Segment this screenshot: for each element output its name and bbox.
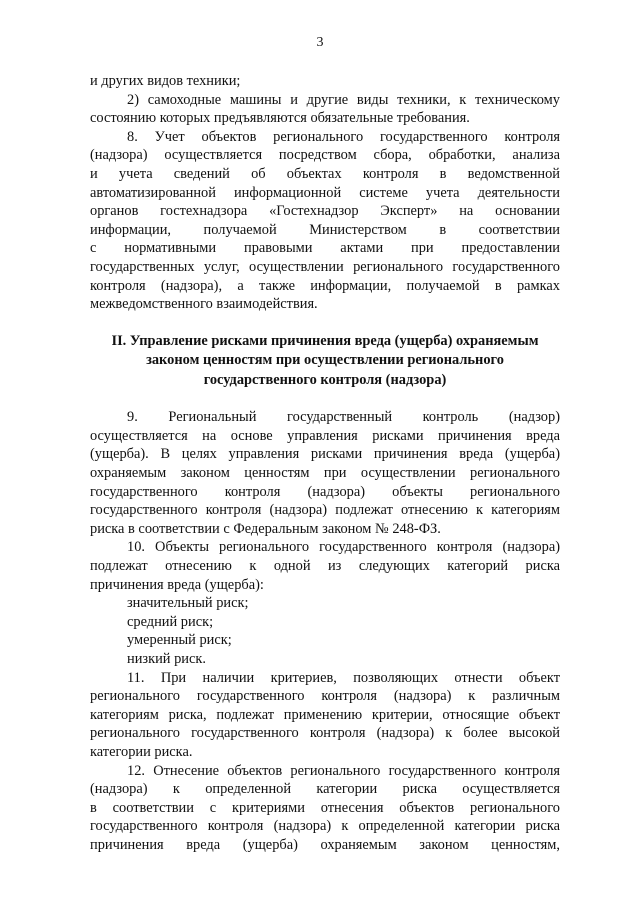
paragraphs-after-heading bbox=[90, 408, 560, 854]
text-line: и учета сведений об объектах контроля в ведомственной bbox=[90, 165, 560, 182]
text-line: (надзора) к определенной категории риска осуществляется bbox=[90, 781, 560, 798]
paragraph-10 bbox=[90, 538, 560, 594]
text-line: средний риск; bbox=[127, 613, 214, 630]
text-line: (надзора) осуществляется посредством сбора, обработки, анализа bbox=[90, 147, 560, 164]
text-line: умеренный риск; bbox=[127, 632, 232, 649]
paragraph-item2 bbox=[90, 91, 560, 128]
text-line: 8. Учет объектов регионального государственного контроля bbox=[127, 128, 560, 145]
text-line: в соответствии с критериями отнесения объектов регионального bbox=[90, 799, 560, 816]
text-line: категориям риска, подлежат применению критерии, относящие объект bbox=[90, 706, 560, 723]
text-line: значительный риск; bbox=[127, 595, 249, 612]
text-line: с нормативными правовыми актами при предоставлении bbox=[90, 240, 560, 257]
text-line: риска в соответствии с Федеральным законом № 248-ФЗ. bbox=[90, 520, 441, 537]
text-line: государственных услуг, осуществлении регионального государственного bbox=[90, 258, 560, 275]
page-number: 3 bbox=[316, 35, 324, 50]
section-heading bbox=[90, 332, 560, 391]
paragraph-cont bbox=[90, 72, 560, 91]
text-line: 12. Отнесение объектов регионального государственного контроля bbox=[127, 762, 560, 779]
paragraphs-before-heading bbox=[90, 72, 560, 314]
text-line: (ущерба). В целях управления рисками причинения вреда (ущерба) bbox=[90, 446, 560, 463]
text-line: 2) самоходные машины и другие виды техники, к техническому bbox=[127, 91, 560, 108]
text-line: низкий риск. bbox=[127, 650, 206, 667]
text-line: органов гостехнадзора «Гостехнадзор Эксперт» на основании bbox=[90, 203, 560, 220]
section-heading-line: законом ценностям при осуществлении регионального bbox=[146, 352, 504, 369]
paragraph-12 bbox=[90, 762, 560, 855]
text-line: автоматизированной информационной системе учета деятельности bbox=[90, 184, 560, 201]
text-line: причинения вреда (ущерба): bbox=[90, 576, 264, 593]
text-line: регионального государственного контроля (надзора) к более высокой bbox=[90, 725, 560, 742]
text-line: состоянию которых предъявляются обязательные требования. bbox=[90, 110, 470, 127]
paragraph-risk-list bbox=[90, 594, 560, 668]
document-body bbox=[90, 72, 560, 854]
text-line: контроля (надзора), а также информации, получаемой в рамках bbox=[90, 277, 560, 294]
section-heading-line: государственного контроля (надзора) bbox=[203, 371, 447, 388]
text-line: охраняемым законом ценностям при осуществлении регионального bbox=[90, 465, 560, 481]
text-line: подлежат отнесению к одной из следующих категорий риска bbox=[90, 557, 560, 574]
text-line: осуществляется на основе управления рисками причинения вреда bbox=[90, 427, 560, 444]
text-line: регионального государственного контроля (надзора) к различным bbox=[90, 688, 560, 705]
section-heading-line: II. Управление рисками причинения вреда (ущерба) охраняемым bbox=[111, 332, 539, 349]
text-line: причинения вреда (ущерба) охраняемым законом ценностям, bbox=[90, 836, 560, 853]
text-line: 10. Объекты регионального государственного контроля (надзора) bbox=[127, 539, 560, 556]
text-line: межведомственного взаимодействия. bbox=[90, 296, 318, 313]
text-line: категории риска. bbox=[90, 743, 193, 760]
text-line: информации, получаемой Министерством в соответствии bbox=[90, 221, 560, 238]
paragraph-9 bbox=[90, 408, 560, 538]
text-line: государственного контроля (надзора) к определенной категории риска bbox=[90, 818, 560, 835]
text-line: и других видов техники; bbox=[90, 73, 241, 89]
paragraph-8 bbox=[90, 128, 560, 314]
text-line: 9. Региональный государственный контроль (надзор) bbox=[127, 409, 560, 426]
paragraph-11 bbox=[90, 669, 560, 762]
text-line: государственного контроля (надзора) подлежат отнесению к категориям bbox=[90, 502, 560, 519]
text-line: государственного контроля (надзора) объекты регионального bbox=[90, 483, 560, 500]
text-line: 11. При наличии критериев, позволяющих отнести объект bbox=[127, 669, 560, 686]
